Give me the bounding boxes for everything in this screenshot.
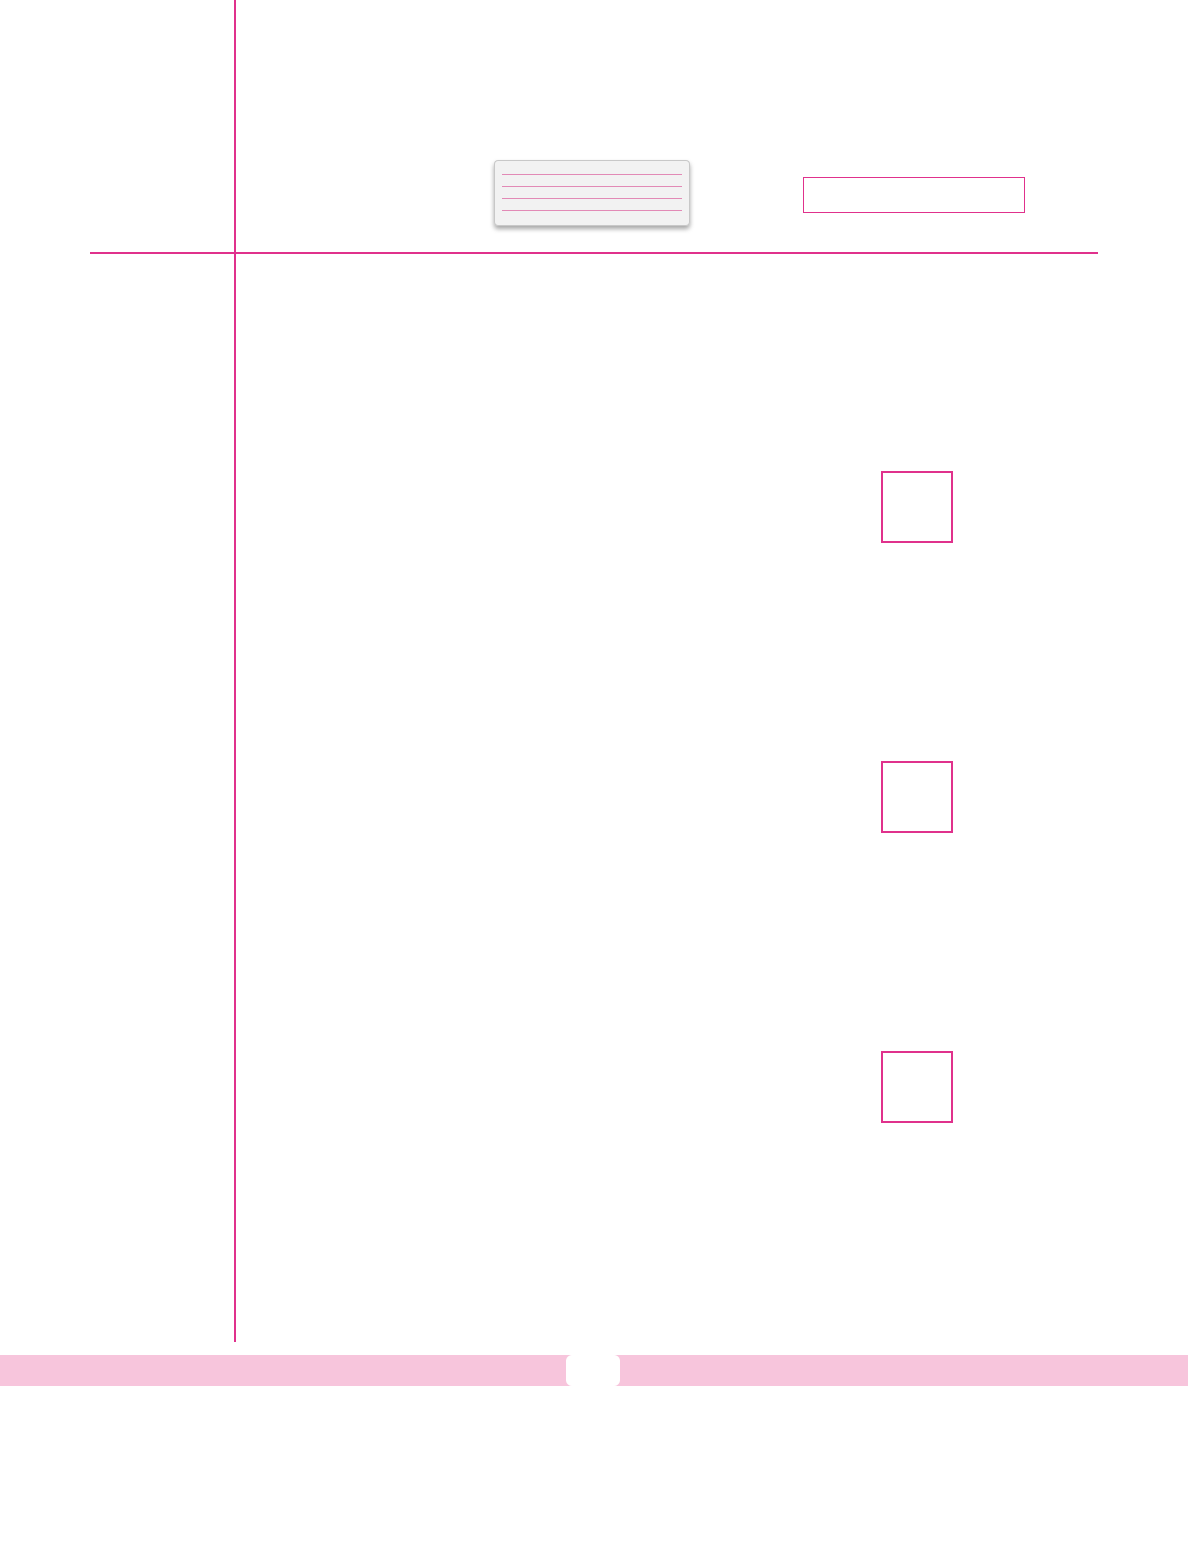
date-field[interactable] [803, 177, 1025, 213]
top-rule [90, 252, 1098, 254]
answer-box-2[interactable] [881, 761, 953, 833]
page-number [566, 1355, 620, 1386]
classwork-badge [494, 160, 690, 226]
margin-line [234, 0, 236, 1342]
answer-box-1[interactable] [881, 471, 953, 543]
answer-box-3[interactable] [881, 1051, 953, 1123]
